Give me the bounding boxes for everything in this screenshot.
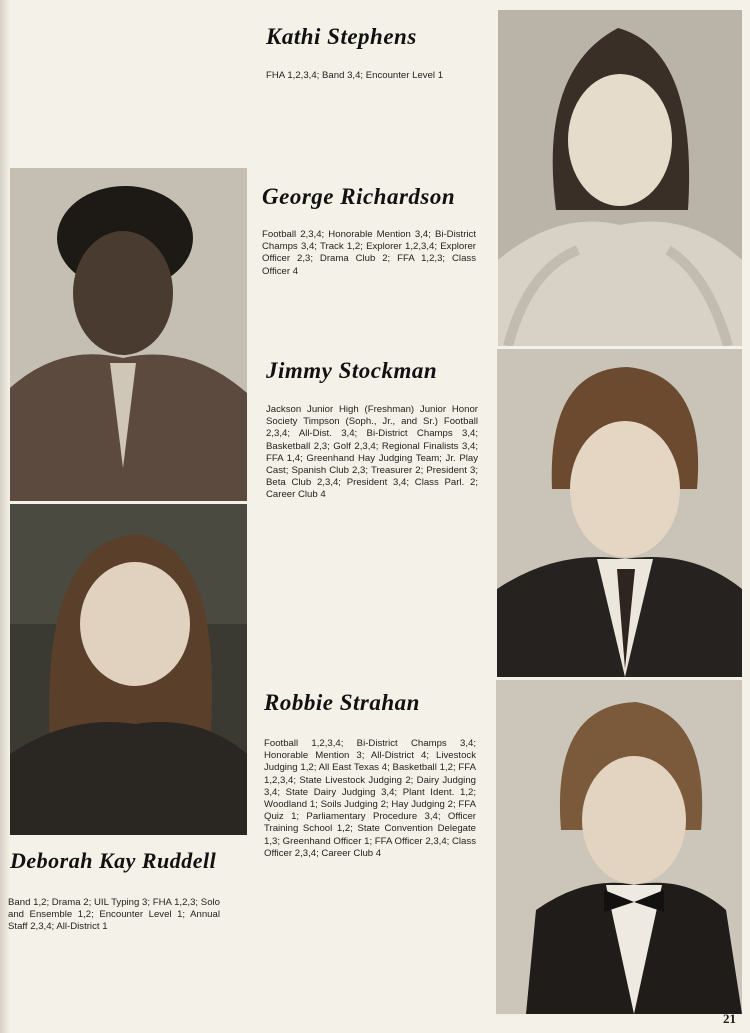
portrait-photo-robbie-strahan	[496, 680, 742, 1014]
student-activities-jimmy-stockman: Jackson Junior High (Freshman) Junior Honor Society Timpson (Soph., Jr., and Sr.) Football 2,3,4; All-Dist. 3,4; Bi-District Champs 3,4; Basketball 2,3; Golf 2,3,4; Regional Finalists 3,4; FFA 1,4; Greenhand Hay Judging Team; Jr. Play Cast; Spanish Club 2,3; Treasurer 2; President 3; Beta Club 2,3,4; President 3,4; Class Parl. 2; Career Club 4	[266, 404, 478, 501]
portrait-photo-jimmy-stockman	[497, 349, 742, 677]
student-activities-deborah-kay-ruddell: Band 1,2; Drama 2; UIL Typing 3; FHA 1,2,3; Solo and Ensemble 1,2; Encounter Level 1; Annual Staff 2,3,4; All-District 1	[8, 897, 220, 933]
page-gutter-shadow	[0, 0, 10, 1033]
student-name-deborah-kay-ruddell: Deborah Kay Ruddell	[10, 848, 217, 873]
page-number: 21	[723, 1011, 736, 1026]
portrait-photo-deborah-kay-ruddell	[10, 504, 247, 835]
portrait-photo-kathi-stephens	[498, 10, 742, 346]
student-name-kathi-stephens: Kathi Stephens	[266, 24, 417, 49]
student-activities-kathi-stephens: FHA 1,2,3,4; Band 3,4; Encounter Level 1	[266, 70, 444, 81]
student-name-robbie-strahan: Robbie Strahan	[264, 690, 420, 715]
student-name-george-richardson: George Richardson	[262, 184, 456, 209]
student-name-jimmy-stockman: Jimmy Stockman	[266, 358, 438, 383]
portrait-photo-george-richardson	[10, 168, 247, 501]
student-activities-robbie-strahan: Football 1,2,3,4; Bi-District Champs 3,4; Honorable Mention 3; All-District 4; Livestock Judging 1,2; All East Texas 4; Basketball 1,2; FFA 1,2,3,4; State Livestock Judging 2; Dairy Judging 3,4; State Dairy Judging 3,4; Plant Ident. 1,2; Woodland 1; Soils Judging 2; Hay Judging 2; FFA Quiz 1; Parliamentary Procedure 3,4; Officer Training School 1,2; State Convention Delegate 1,3; Greenhand Officer 1; FFA Officer 2,3,4; Class Officer 2,3,4; Career Club 4	[264, 738, 476, 859]
student-activities-george-richardson: Football 2,3,4; Honorable Mention 3,4; Bi-District Champs 3,4; Track 1,2; Explorer 1,2,3,4; Explorer Officer 2,3; Drama Club 2; FFA 1,2,3; Class Officer 4	[262, 229, 476, 277]
